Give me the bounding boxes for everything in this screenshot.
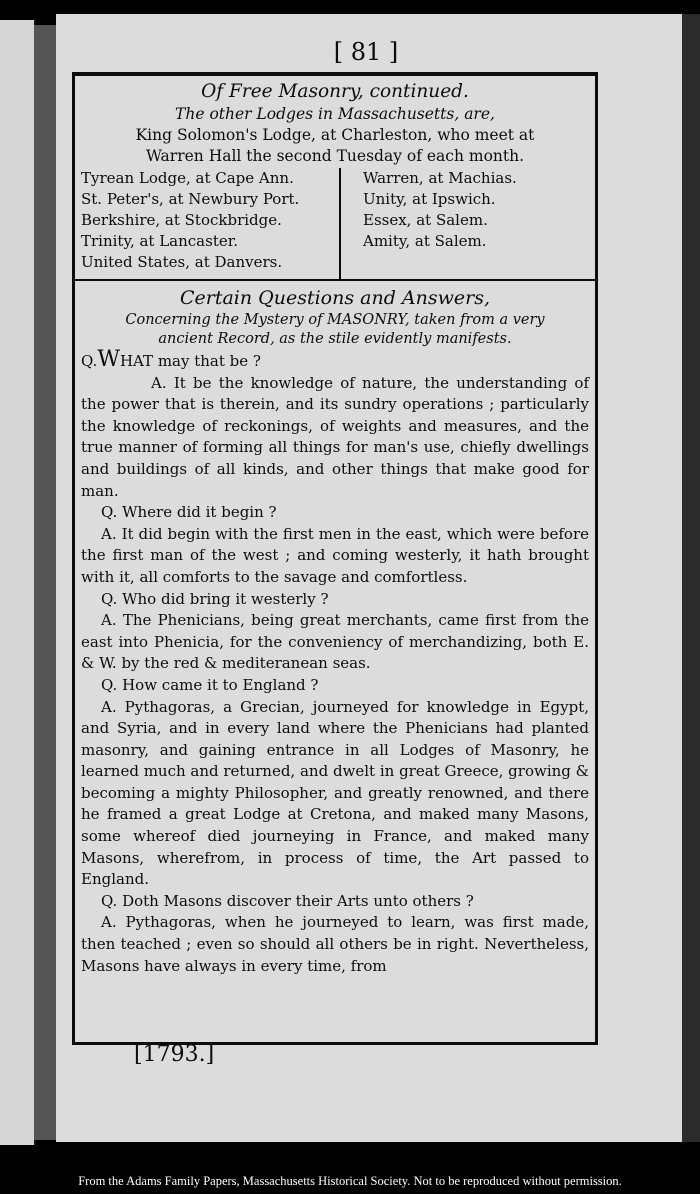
section-title-questions: Certain Questions and Answers, [179,287,491,309]
questions-answers [81,349,589,977]
warren-hall-line: Warren Hall the second Tuesday of each month. [145,147,525,165]
lodges-intro: The other Lodges in Massachusetts, are, [175,105,495,123]
answer-paragraph: A. It be the knowledge of nature, the understanding of the power that is therein, and its sundry operations ; particularly the knowledge of reckonings, of weights and measures, and the true manner of forming all things for man's use, chiefly dwellings and buildings of all kinds, and other things that make good for man. [81,373,589,500]
section-divider [75,279,595,281]
right-shadow [682,14,700,1142]
section-title-masonry: Of Free Masonry, continued. [201,81,469,102]
section-subtitle-line1: Concerning the Mystery of MASONRY, taken from a very [125,312,545,328]
lodge-column-left [81,168,339,279]
lodge-entry: Trinity, at Lancaster. [81,232,239,250]
section-subtitle-line2: ancient Record, as the stile evidently manifests. [158,331,512,347]
lodge-list [81,168,589,279]
year-signature: [1793.] [134,1042,215,1067]
book-page [56,14,682,1142]
question-prefix: Q. [81,352,98,370]
drop-initial: W [97,347,120,372]
question-text: HAT may that be ? [119,352,261,370]
lodge-entry: Berkshire, at Stockbridge. [81,211,282,229]
lodge-entry: Essex, at Salem. [363,211,488,229]
book-spine-shadow [34,25,56,1140]
question-paragraph: Q. How came it to England ? [101,675,319,694]
adjacent-page-edge [0,20,36,1145]
copyright-footer: From the Adams Family Papers, Massachusetts Historical Society. Not to be reproduced without permission. [78,1174,622,1188]
question-paragraph [81,349,589,373]
answer-paragraph: A. The Phenicians, being great merchants, came first from the east into Phenicia, for the conveniency of merchandizing, both E. & W. by the red & mediteranean seas. [81,611,589,673]
king-solomon-line: King Solomon's Lodge, at Charleston, who meet at [135,126,535,144]
lodge-entry: Warren, at Machias. [363,169,517,187]
lodge-entry: United States, at Danvers. [81,253,283,271]
lodge-entry: Tyrean Lodge, at Cape Ann. [81,169,294,187]
lodge-entry: Amity, at Salem. [363,232,487,250]
answer-paragraph: A. It did begin with the first men in the east, which were before the first man of the west ; and coming westerly, it hath brought with it, all comforts to the savage and comfortless. [81,524,589,586]
lodge-entry: St. Peter's, at Newbury Port. [81,190,300,208]
text-frame [72,72,598,1045]
answer-paragraph: A. Pythagoras, a Grecian, journeyed for knowledge in Egypt, and Syria, and in every land where the Phenicians had planted masonry, and gaining entrance in all Lodges of Masonry, he learned much and returned, and dwelt in great Greece, growing & becoming a mighty Philosopher, and greatly renowned, and there he framed a great Lodge at Cretona, and maked many Masons, some whereof died journeying in France, and maked many Masons, wherefrom, in process of time, the Art passed to England. [81,697,590,889]
lodge-column-right [339,168,589,279]
question-paragraph: Q. Where did it begin ? [101,503,277,522]
question-paragraph: Q. Who did bring it westerly ? [101,589,329,608]
answer-paragraph: A. Pythagoras, when he journeyed to learn, was first made, then teached ; even so should all others be in right. Nevertheless, Masons have always in every time, from [81,913,589,975]
page-number: [ 81 ] [333,38,399,66]
lodge-entry: Unity, at Ipswich. [363,190,496,208]
question-paragraph: Q. Doth Masons discover their Arts unto others ? [101,891,474,910]
